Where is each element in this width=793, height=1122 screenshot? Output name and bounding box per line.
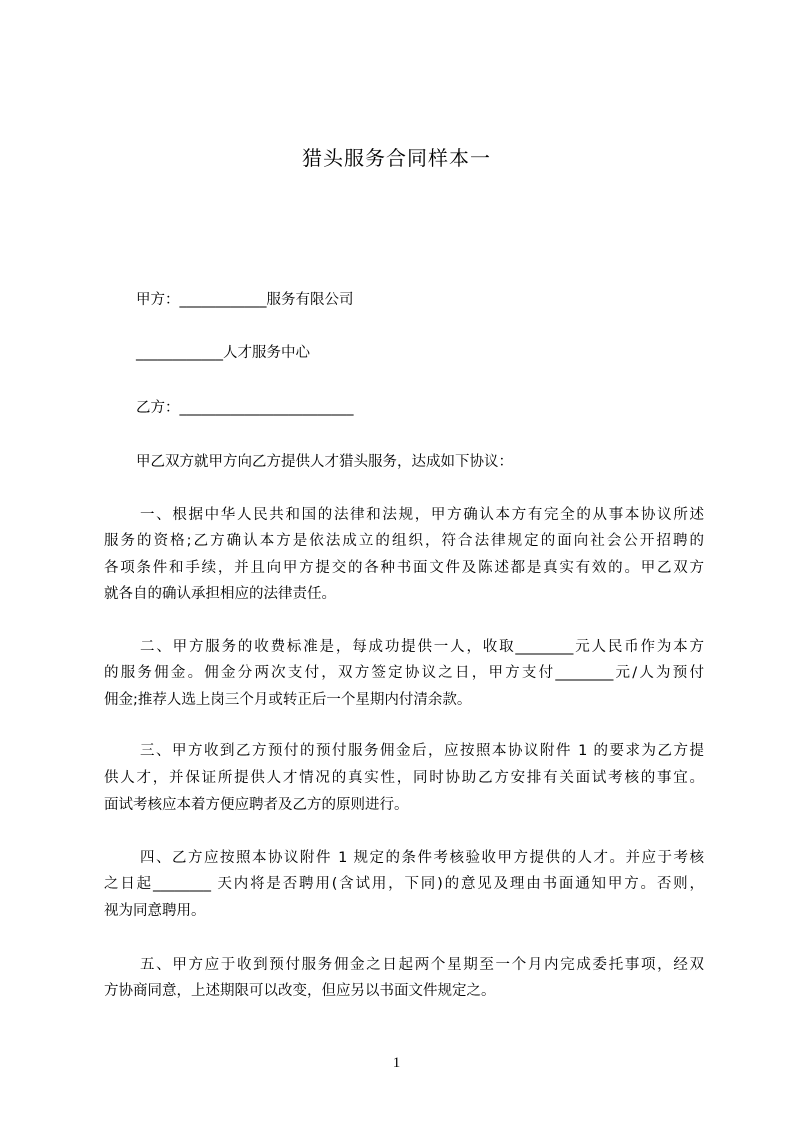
party-a-second-line: ____________人才服务中心	[136, 345, 310, 361]
clause-line: 的服务佣金。佣金分两次支付，双方签定协议之日，甲方支付________元/人为预付	[104, 665, 704, 681]
clause-line: 方协商同意，上述期限可以改变，但应另以书面文件规定之。	[104, 983, 496, 999]
clause-line: 五、甲方应于收到预付服务佣金之日起两个星期至一个月内完成委托事项，经双	[140, 957, 704, 973]
clause-line: 供人才，并保证所提供人才情况的真实性，同时协助乙方安排有关面试考核的事宜。	[104, 770, 704, 786]
clause-line: 视为同意聘用。	[104, 903, 206, 919]
intro-line: 甲乙双方就甲方向乙方提供人才猎头服务，达成如下协议：	[136, 454, 513, 470]
clause-line: 各项条件和手续，并且向甲方提交的各种书面文件及陈述都是真实有效的。甲乙双方	[104, 560, 704, 576]
clause-line: 面试考核应本着方便应聘者及乙方的原则进行。	[104, 797, 409, 813]
clause-line: 佣金;推荐人选上岗三个月或转正后一个星期内付清余款。	[104, 692, 472, 708]
clause-line: 之日起________ 天内将是否聘用(含试用，下同)的意见及理由书面通知甲方。否则，	[104, 876, 704, 892]
clause-line: 三、甲方收到乙方预付的预付服务佣金后，应按照本协议附件 1 的要求为乙方提	[140, 743, 704, 759]
clause-line: 就各自的确认承担相应的法律责任。	[104, 586, 336, 602]
clause-line: 四、乙方应按照本协议附件 1 规定的条件考核验收甲方提供的人才。并应于考核	[140, 850, 704, 866]
party-b-line: 乙方：________________________	[136, 400, 354, 416]
page-number: 1	[392, 1055, 401, 1071]
clause-line: 服务的资格;乙方确认本方是依法成立的组织，符合法律规定的面向社会公开招聘的	[104, 533, 704, 549]
clause-line: 一、根据中华人民共和国的法律和法规，甲方确认本方有完全的从事本协议所述	[140, 507, 704, 523]
clause-line: 二、甲方服务的收费标准是，每成功提供一人，收取________元人民币作为本方	[140, 639, 704, 655]
document-title: 猎头服务合同样本一	[302, 146, 491, 170]
party-a-line: 甲方：____________服务有限公司	[136, 292, 354, 308]
